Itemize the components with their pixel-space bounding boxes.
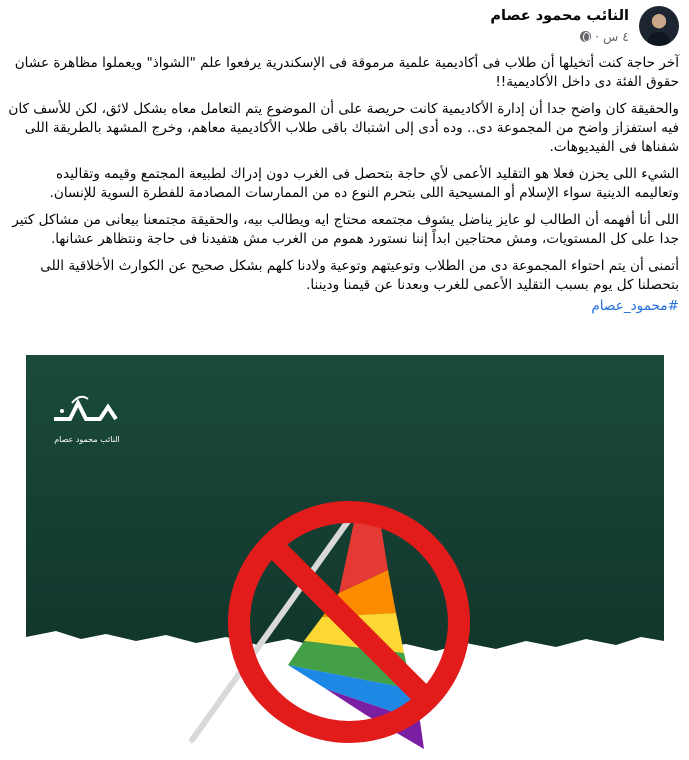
post-paragraph: والحقيقة كان واضح جدا أن إدارة الأكاديمية كانت حريصة على أن الموضوع يتم التعامل معاه بشكل لائق، لكن للأسف كان فيه استفزاز واضح من المجموعة دى.. وده أدى إلى اشتباك باقى طلاب الأكاديمية معاهم، وخرج المشهد بالطريقة اللى شفناها فى الفيديوهات. xyxy=(8,101,679,155)
hashtag-link[interactable]: #محمود_عصام xyxy=(591,298,679,314)
post-paragraph: أتمنى أن يتم احتواء المجموعة دى من الطلاب وتوعيتهم وتوعية ولادنا كلهم بشكل صحيح عن الكوارث الأخلاقية اللى بتحصلنا كل يوم بسبب التقليد الأعمى للغرب وبعدنا عن قيمنا وديننا. xyxy=(40,258,679,293)
post-text xyxy=(8,54,679,316)
author-avatar[interactable] xyxy=(639,6,679,46)
post-meta xyxy=(580,29,629,44)
globe-icon xyxy=(580,31,591,42)
logo-mark xyxy=(42,389,132,437)
author-name[interactable]: النائب محمود عصام xyxy=(490,8,629,24)
post-paragraph: اللى أنا أفهمه أن الطالب لو عايز يناضل يشوف مجتمعه محتاج ايه ويطالب بيه، والحقيقة مجتمعنا بيعانى من مشاكل كتير جدا على كل المستويات، ومش محتاجين ابداً إننا نستورد هموم من الغرب مش هتفيدنا فى حاجة ونتظاهر عشانها. xyxy=(12,212,679,247)
post-paragraph: آخر حاجة كنت أتخيلها أن طلاب فى أكاديمية علمية مرموقة فى الإسكندرية يرفعوا علم "الشواذ" ويعملوا مظاهرة عشان حقوق الفئة دى داخل الأكاديمية!! xyxy=(14,55,679,90)
logo-text: النائب محمود عصام xyxy=(54,435,120,444)
post-header xyxy=(10,6,679,46)
post-image[interactable] xyxy=(26,355,664,757)
post-paragraph: الشيء اللى يحزن فعلا هو التقليد الأعمى لأي حاجة بتحصل فى الغرب دون إدراك لطبيعة المجتمع وقيمه وتقاليده وتعاليمه الدينية سواء الإسلام أو المسيحية اللى بتحرم النوع ده من الممارسات المصادمة للفطرة السوية للإنسان. xyxy=(49,166,679,201)
post-time[interactable]: ٤ س · xyxy=(595,29,629,44)
